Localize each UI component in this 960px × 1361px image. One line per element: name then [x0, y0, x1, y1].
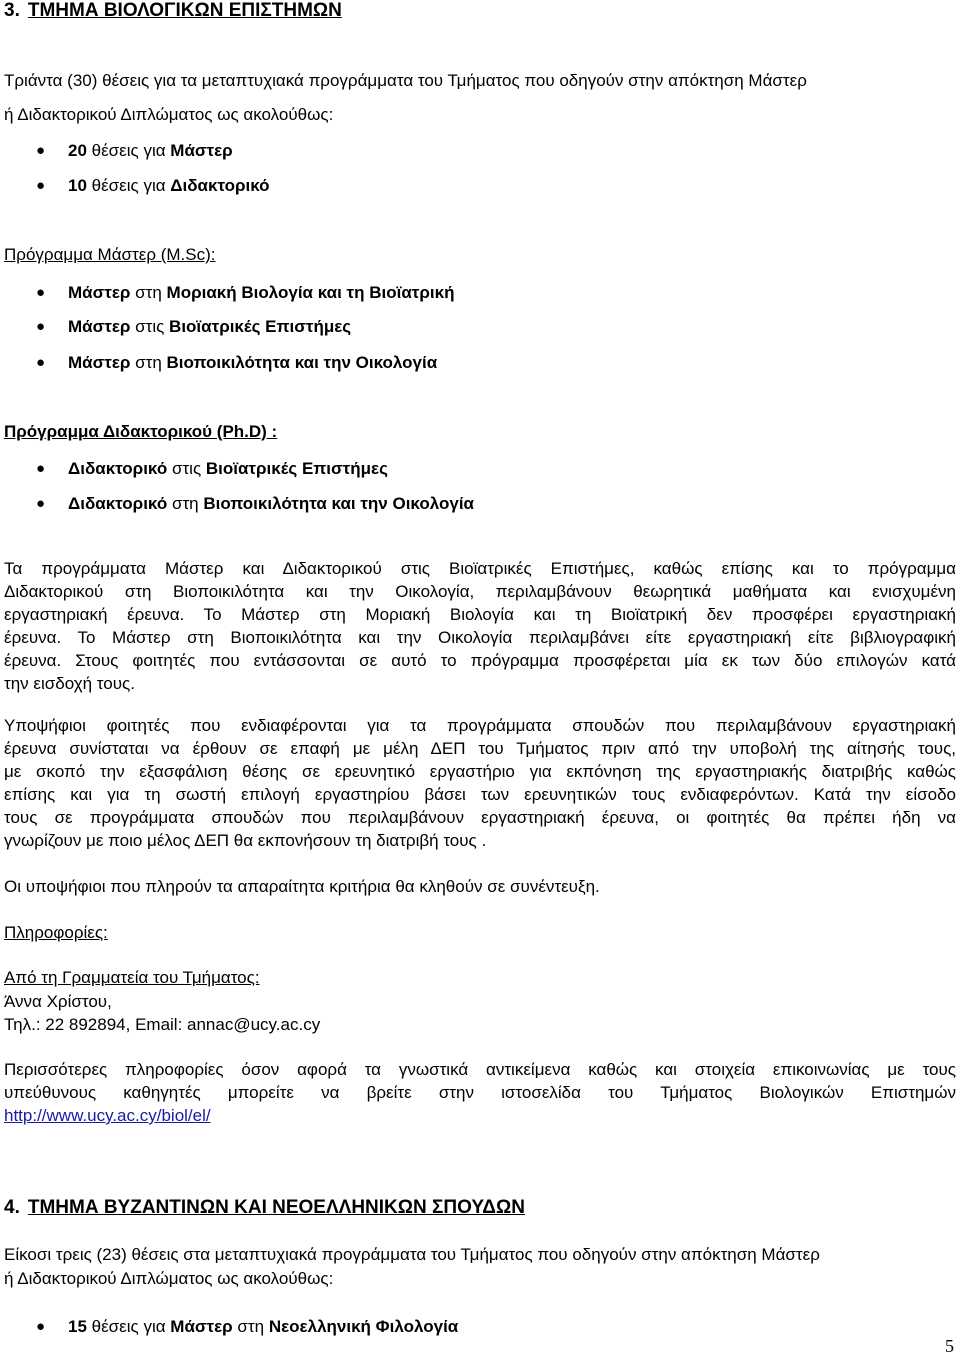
info-heading: Πληροφορίες:	[4, 923, 108, 942]
section-4-intro-line-1: Είκοσι τρεις (23) θέσεις στα μεταπτυχιακά προγράμματα του Τμήματος που οδηγούν στην απόκτηση Μάστερ	[4, 1245, 820, 1264]
paragraph-line: Τα προγράμματα Μάστερ και Διδακτορικού στις Βιοϊατρικές Επιστήμες, καθώς επίσης και το πρόγραμμα	[4, 559, 956, 578]
section-4-intro-line-2: ή Διδακτορικού Διπλώματος ως ακολούθως:	[4, 1269, 334, 1288]
seat-text: θέσεις για	[86, 1317, 171, 1336]
bullet-icon: ●	[36, 318, 46, 335]
phd-item-label: Διδακτορικό	[68, 459, 168, 478]
msc-program-heading: Πρόγραμμα Μάστερ (M.Sc):	[4, 245, 216, 264]
paragraph-line: Περισσότερες πληροφορίες όσον αφορά τα γνωστικά αντικείμενα καθώς και στοιχεία επικοινωνίας με τους	[4, 1060, 956, 1079]
section-4-number: 4.	[4, 1197, 20, 1218]
seat-count: 10	[68, 176, 87, 195]
seat-program: Διδακτορικό	[170, 176, 270, 195]
seat-program: Μάστερ	[170, 141, 233, 160]
contact-name: Άννα Χρίστου,	[4, 992, 112, 1011]
paragraph-line: τους σε προγράμματα σπουδών που περιλαμβάνουν εργαστηριακή έρευνα, οι φοιτητές θα πρέπει ήδη να	[4, 808, 956, 827]
page-number: 5	[945, 1336, 954, 1356]
seat-count: 15	[68, 1317, 87, 1336]
section-4-heading	[4, 1197, 525, 1219]
section-3-number: 3.	[4, 0, 20, 21]
phd-item-connector: στις	[167, 459, 206, 478]
paragraph-line: με σκοπό την εξασφάλιση θέσης σε ερευνητικό εργαστήριο για εκπόνηση της εργαστηριακής διατριβής καθώς	[4, 762, 956, 781]
msc-item-field: Βιοϊατρικές Επιστήμες	[169, 317, 352, 336]
section-3-title: ΤΜΗΜΑ ΒΙΟΛΟΓΙΚΩΝ ΕΠΙΣΤΗΜΩΝ	[27, 0, 342, 21]
bullet-icon: ●	[36, 177, 46, 194]
phd-item-label: Διδακτορικό	[68, 494, 168, 513]
bullet-icon: ●	[36, 1318, 46, 1335]
section-3-intro-line-2: ή Διδακτορικού Διπλώματος ως ακολούθως:	[4, 105, 334, 124]
phd-program-heading: Πρόγραμμα Διδακτορικού (Ph.D) :	[4, 422, 278, 441]
paragraph-line: έρευνα. Στους φοιτητές που εντάσσονται σε αυτό το πρόγραμμα προσφέρεται μία εκ των δύο επιλογών κατά	[4, 651, 956, 670]
section-3-intro-line-1: Τριάντα (30) θέσεις για τα μεταπτυχιακά προγράμματα του Τμήματος που οδηγούν στην απόκτηση Μάστερ	[4, 71, 807, 90]
section-4-title: ΤΜΗΜΑ ΒΥΖΑΝΤΙΝΩΝ ΚΑΙ ΝΕΟΕΛΛΗΝΙΚΩΝ ΣΠΟΥΔΩΝ	[27, 1197, 525, 1218]
seat-program: Μάστερ	[170, 1317, 233, 1336]
paragraph-line: την εισδοχή τους.	[4, 674, 135, 693]
msc-item-field: Βιοποικιλότητα και την Οικολογία	[166, 353, 438, 372]
phd-item-field: Βιοποικιλότητα και την Οικολογία	[203, 494, 474, 513]
phd-item-field: Βιοϊατρικές Επιστήμες	[205, 459, 388, 478]
seat-text: θέσεις για	[86, 176, 171, 195]
msc-item-connector: στη	[130, 353, 167, 372]
seat-text: θέσεις για	[86, 141, 171, 160]
department-website-link[interactable]: http://www.ucy.ac.cy/biol/el/	[4, 1106, 211, 1125]
candidates-advice-paragraph	[4, 714, 956, 852]
bullet-icon: ●	[36, 460, 46, 477]
seat-field: Νεοελληνική Φιλολογία	[268, 1317, 459, 1336]
paragraph-line: επίσης και για τη σωστή επιλογή εργαστηρίου βάσει των ερευνητικών τους ενδιαφερόντων. Κατά την είσοδο	[4, 785, 956, 804]
msc-item-label: Μάστερ	[68, 283, 131, 302]
phd-item-connector: στη	[167, 494, 204, 513]
bullet-icon: ●	[36, 142, 46, 159]
interview-note: Οι υποψήφιοι που πληρούν τα απαραίτητα κριτήρια θα κληθούν σε συνέντευξη.	[4, 877, 600, 896]
contact-details: Τηλ.: 22 892894, Email: annac@ucy.ac.cy	[4, 1015, 321, 1034]
bullet-icon: ●	[36, 354, 46, 371]
msc-item-label: Μάστερ	[68, 353, 131, 372]
paragraph-line: έρευνα συνίσταται να έρθουν σε επαφή με μέλη ΔΕΠ του Τμήματος πριν από την υποβολή της αίτησής τους,	[4, 739, 956, 758]
bullet-icon: ●	[36, 495, 46, 512]
secretariat-heading: Από τη Γραμματεία του Τμήματος:	[4, 968, 260, 987]
paragraph-line: εργαστηριακή έρευνα. Το Μάστερ στη Μοριακή Βιολογία και τη Βιοϊατρική δεν προσφέρει εργαστηριακή	[4, 605, 956, 624]
paragraph-line: γνωρίζουν με ποιο μέλος ΔΕΠ θα εκπονήσουν τη διατριβή τους .	[4, 831, 487, 850]
msc-item-field: Μοριακή Βιολογία και τη Βιοϊατρική	[166, 283, 455, 302]
paragraph-line: υπεύθυνους καθηγητές μπορείτε να βρείτε στην ιστοσελίδα του Τμήματος Βιολογικών Επιστημών	[4, 1083, 956, 1102]
seat-connector: στη	[232, 1317, 269, 1336]
more-info-paragraph	[4, 1058, 956, 1104]
paragraph-line: Διδακτορικού στη Βιοποικιλότητα και την Οικολογία, περιλαμβάνουν θεωρητικά μαθήματα και ενισχυμένη	[4, 582, 956, 601]
msc-item-connector: στις	[130, 317, 170, 336]
seat-count: 20	[68, 141, 87, 160]
section-3-heading	[4, 0, 342, 22]
bullet-icon: ●	[36, 284, 46, 301]
msc-item-connector: στη	[130, 283, 167, 302]
paragraph-line: Υποψήφιοι φοιτητές που ενδιαφέρονται για τα προγράμματα σπουδών που περιλαμβάνουν εργαστηριακή	[4, 716, 956, 735]
msc-item-label: Μάστερ	[68, 317, 131, 336]
programs-description-paragraph	[4, 557, 956, 695]
paragraph-line: έρευνα. Το Μάστερ στη Βιοποικιλότητα και την Οικολογία περιλαμβάνει είτε εργαστηριακή είτε βιβλιογραφική	[4, 628, 956, 647]
